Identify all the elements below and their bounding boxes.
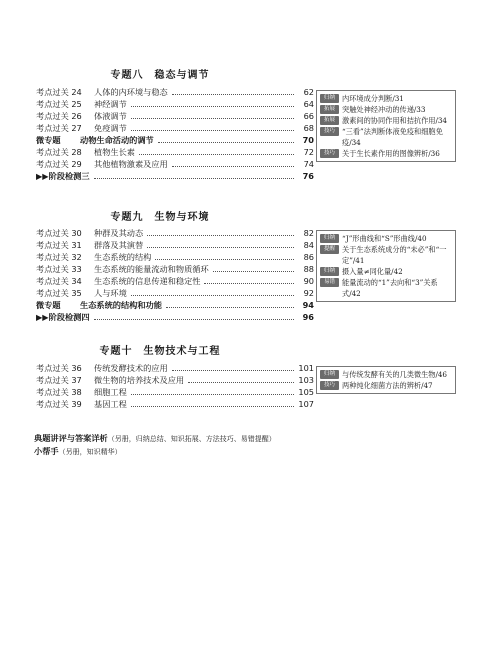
toc-entry[interactable] xyxy=(36,122,314,134)
note-tag-badge: 归纳 xyxy=(320,267,339,276)
toc-entry-code: ▶▶阶段检测三 xyxy=(36,171,90,181)
toc-entry-code: 考点过关 25 xyxy=(36,99,82,109)
toc-entry[interactable] xyxy=(36,386,314,398)
note-item xyxy=(320,380,452,391)
dot-leader xyxy=(155,259,294,260)
toc-entry-code: 考点过关 29 xyxy=(36,159,82,169)
toc-entry[interactable] xyxy=(36,251,314,263)
helper-book-note: （另册，知识精华） xyxy=(58,448,122,456)
toc-entry[interactable] xyxy=(36,374,314,386)
dot-leader xyxy=(147,235,294,236)
toc-entry-page: 82 xyxy=(303,228,314,238)
toc-entry-title: 微生物的培养技术及应用 xyxy=(94,375,185,385)
toc-entry-page: 76 xyxy=(302,171,314,181)
toc-entry-page: 103 xyxy=(298,375,314,385)
dot-leader xyxy=(158,142,294,143)
toc-entry-page: 90 xyxy=(303,276,314,286)
dot-leader xyxy=(172,94,294,95)
toc-entry[interactable] xyxy=(36,311,314,323)
toc-entry-code: 考点过关 37 xyxy=(36,375,82,385)
toc-entry[interactable] xyxy=(36,134,314,146)
toc-entry-title: 种群及其动态 xyxy=(94,228,144,238)
dot-leader xyxy=(188,382,294,383)
toc-entry-code: 考点过关 27 xyxy=(36,123,82,133)
toc-entry-code: 考点过关 33 xyxy=(36,264,82,274)
toc-entry-title: 植物生长素 xyxy=(94,147,135,157)
toc-entry[interactable] xyxy=(36,239,314,251)
note-item xyxy=(320,148,452,159)
dot-leader xyxy=(172,166,294,167)
note-text: 突触处神经冲动的传递/33 xyxy=(342,105,426,114)
note-item xyxy=(320,104,452,115)
toc-entry-code: 考点过关 31 xyxy=(36,240,82,250)
note-text: 关于生态系统成分的“未必”和“一定”/41 xyxy=(342,245,447,265)
note-item xyxy=(320,115,452,126)
toc-entry-title: 神经调节 xyxy=(94,99,127,109)
toc-entry-title: 生态系统的能量流动和物质循环 xyxy=(94,264,209,274)
toc-entry[interactable] xyxy=(36,170,314,182)
toc-entry-code: 考点过关 32 xyxy=(36,252,82,262)
section-title: 专题九 生物与环境 xyxy=(110,212,210,223)
toc-entry-page: 70 xyxy=(302,135,314,145)
toc-entry-page: 92 xyxy=(303,288,314,298)
note-item xyxy=(320,277,452,299)
note-tag-badge: 拓展 xyxy=(320,116,339,125)
toc-entry[interactable] xyxy=(36,299,314,311)
note-tag-badge: 归纳 xyxy=(320,370,339,379)
toc-entry-code: 微专题 xyxy=(36,300,61,310)
notes-box xyxy=(316,90,456,162)
toc-entry[interactable] xyxy=(36,275,314,287)
toc-entry-code: 考点过关 26 xyxy=(36,111,82,121)
toc-entry-code: 考点过关 35 xyxy=(36,288,82,298)
toc-entry-page: 107 xyxy=(298,399,314,409)
note-item xyxy=(320,233,452,244)
note-text: “三看”法判断体液免疫和细胞免疫/34 xyxy=(342,127,443,147)
toc-entry[interactable] xyxy=(36,158,314,170)
toc-entry-code: 考点过关 36 xyxy=(36,363,82,373)
dot-leader xyxy=(204,283,294,284)
toc-entry-page: 86 xyxy=(303,252,314,262)
toc-entry[interactable] xyxy=(36,146,314,158)
note-tag-badge: 归纳 xyxy=(320,94,339,103)
note-text: 关于生长素作用的图像辨析/36 xyxy=(342,149,440,158)
notes-box xyxy=(316,230,456,302)
section-title: 专题十 生物技术与工程 xyxy=(99,346,221,357)
note-tag-badge: 技巧 xyxy=(320,381,339,390)
toc-list xyxy=(36,86,314,182)
toc-entry-code: 考点过关 34 xyxy=(36,276,82,286)
toc-entry-page: 74 xyxy=(303,159,314,169)
toc-entry-title: 动物生命活动的调节 xyxy=(80,135,154,145)
note-tag-badge: 易错 xyxy=(320,278,339,287)
toc-list xyxy=(36,362,314,410)
toc-entry[interactable] xyxy=(36,98,314,110)
dot-leader xyxy=(131,394,294,395)
dot-leader xyxy=(166,307,294,308)
note-text: 内环境成分判断/31 xyxy=(342,94,404,103)
helper-book-title: 小帮手 xyxy=(34,446,59,456)
note-tag-badge: 拓展 xyxy=(320,105,339,114)
toc-entry-code: 考点过关 38 xyxy=(36,387,82,397)
toc-entry[interactable] xyxy=(36,227,314,239)
note-text: “J”形曲线和“S”形曲线/40 xyxy=(342,234,427,243)
toc-entry-title: 人体的内环境与稳态 xyxy=(94,87,168,97)
toc-entry-code: ▶▶阶段检测四 xyxy=(36,312,90,322)
section-title: 专题八 稳态与调节 xyxy=(110,70,210,81)
toc-entry-page: 94 xyxy=(302,300,314,310)
toc-entry-title: 免疫调节 xyxy=(94,123,127,133)
toc-entry-title: 细胞工程 xyxy=(94,387,127,397)
footer-line-2 xyxy=(34,445,122,458)
note-text: 激素间的协同作用和拮抗作用/34 xyxy=(342,116,448,125)
dot-leader xyxy=(131,406,294,407)
toc-entry-page: 101 xyxy=(298,363,314,373)
toc-entry-page: 64 xyxy=(303,99,314,109)
toc-entry-title: 生态系统的结构和功能 xyxy=(80,300,162,310)
answer-book-title: 典题讲评与答案详析 xyxy=(34,433,108,443)
note-item xyxy=(320,369,452,380)
toc-entry-title: 群落及其演替 xyxy=(94,240,144,250)
dot-leader xyxy=(94,319,294,320)
toc-entry-page: 96 xyxy=(302,312,314,322)
dot-leader xyxy=(131,295,294,296)
toc-entry-title: 人与环境 xyxy=(94,288,127,298)
dot-leader xyxy=(139,154,294,155)
toc-entry-title: 体液调节 xyxy=(94,111,127,121)
toc-entry-page: 68 xyxy=(303,123,314,133)
note-text: 摄入量≠同化量/42 xyxy=(342,267,403,276)
toc-list xyxy=(36,227,314,323)
toc-entry-code: 考点过关 39 xyxy=(36,399,82,409)
toc-entry-page: 84 xyxy=(303,240,314,250)
note-item xyxy=(320,244,452,266)
note-tag-badge: 提醒 xyxy=(320,245,339,254)
toc-entry[interactable] xyxy=(36,86,314,98)
note-item xyxy=(320,266,452,277)
toc-entry-code: 考点过关 24 xyxy=(36,87,82,97)
dot-leader xyxy=(131,106,294,107)
dot-leader xyxy=(172,370,294,371)
toc-entry[interactable] xyxy=(36,362,314,374)
toc-entry-page: 66 xyxy=(303,111,314,121)
toc-entry-page: 105 xyxy=(298,387,314,397)
note-item xyxy=(320,93,452,104)
note-tag-badge: 归纳 xyxy=(320,234,339,243)
toc-entry[interactable] xyxy=(36,287,314,299)
dot-leader xyxy=(94,178,294,179)
toc-entry-title: 其他植物激素及应用 xyxy=(94,159,168,169)
dot-leader xyxy=(131,130,294,131)
note-item xyxy=(320,126,452,148)
note-tag-badge: 技巧 xyxy=(320,127,339,136)
toc-entry[interactable] xyxy=(36,398,314,410)
note-text: 与传统发酵有关的几类微生物/46 xyxy=(342,370,448,379)
dot-leader xyxy=(131,118,294,119)
note-text: 两种纯化细菌方法的辨析/47 xyxy=(342,381,433,390)
dot-leader xyxy=(213,271,294,272)
notes-box xyxy=(316,366,456,394)
toc-entry-title: 基因工程 xyxy=(94,399,127,409)
dot-leader xyxy=(147,247,294,248)
toc-entry-title: 生态系统的信息传递和稳定性 xyxy=(94,276,201,286)
toc-entry-title: 生态系统的结构 xyxy=(94,252,152,262)
note-tag-badge: 技巧 xyxy=(320,149,339,158)
toc-entry[interactable] xyxy=(36,110,314,122)
toc-entry-page: 72 xyxy=(303,147,314,157)
answer-book-note: （另册，归纳总结、知识拓展、方法技巧、易错提醒） xyxy=(107,435,276,443)
toc-entry[interactable] xyxy=(36,263,314,275)
footer-line-1 xyxy=(34,432,276,445)
toc-entry-title: 传统发酵技术的应用 xyxy=(94,363,168,373)
toc-entry-code: 微专题 xyxy=(36,135,61,145)
toc-entry-page: 62 xyxy=(303,87,314,97)
toc-entry-code: 考点过关 30 xyxy=(36,228,82,238)
toc-entry-code: 考点过关 28 xyxy=(36,147,82,157)
toc-entry-page: 88 xyxy=(303,264,314,274)
note-text: 能量流动的“1”去向和“3”关系式/42 xyxy=(342,278,438,298)
